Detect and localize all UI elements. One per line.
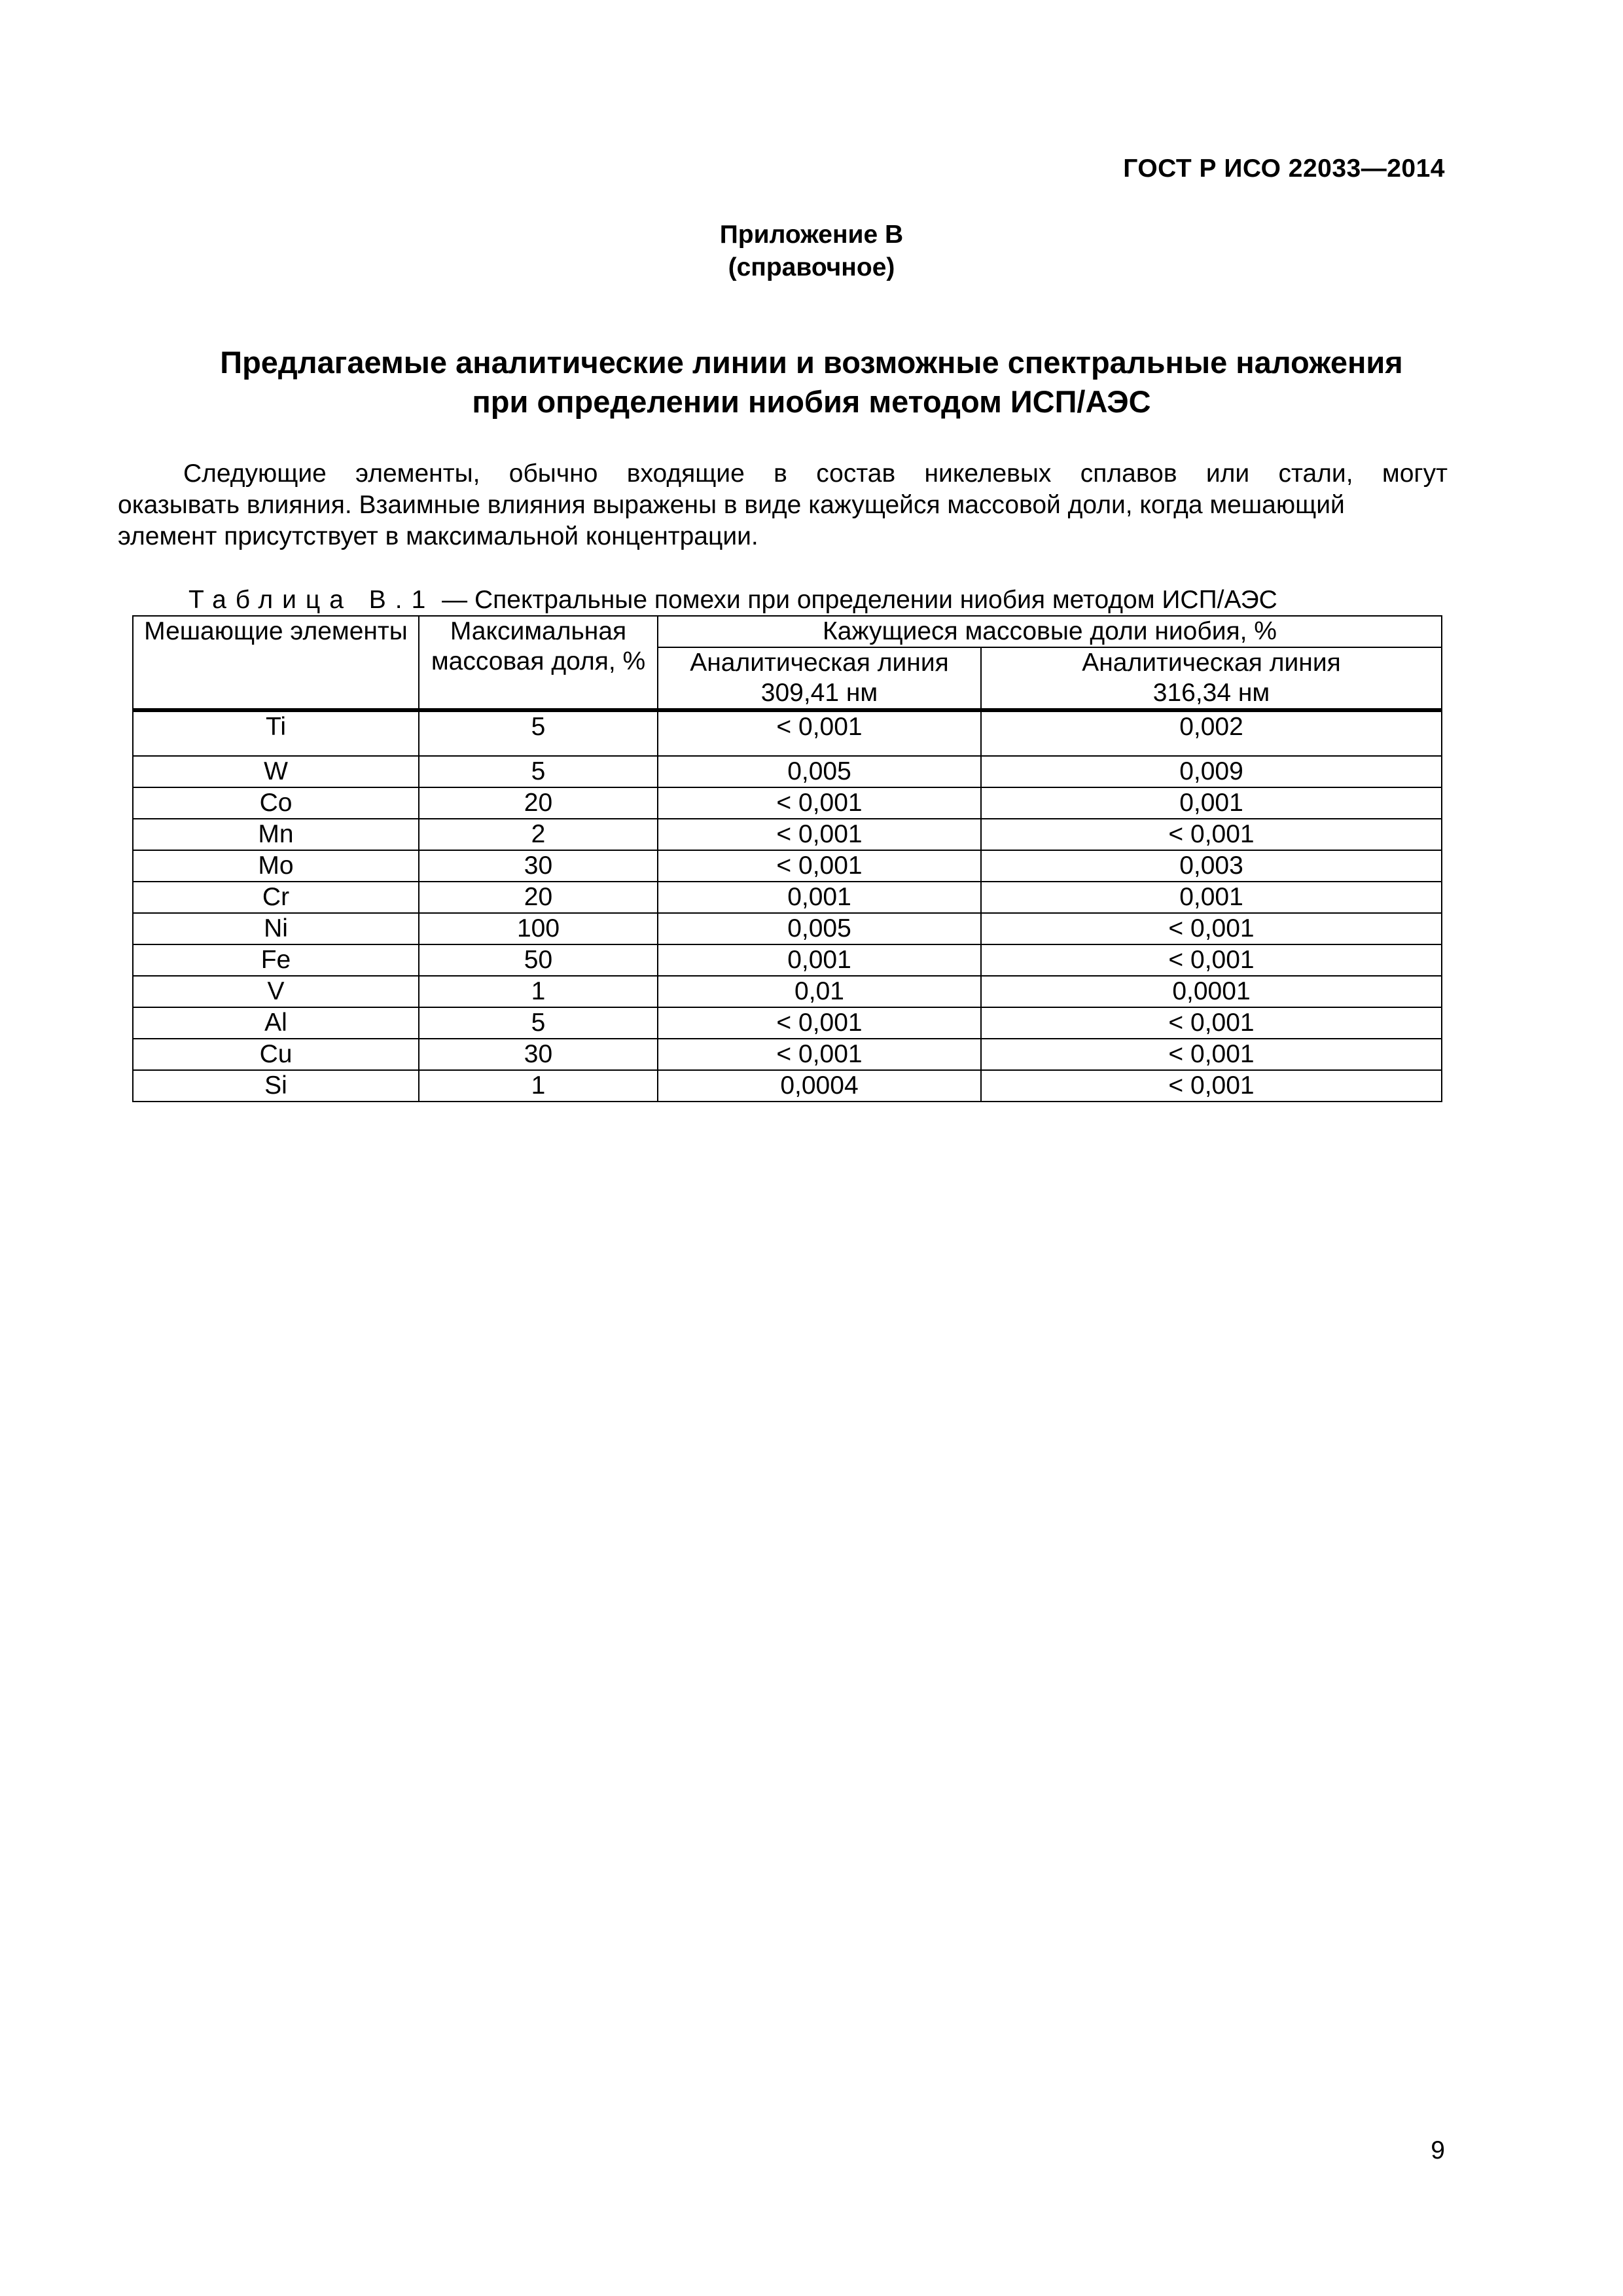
cell-l316: < 0,001: [981, 1039, 1442, 1070]
cell-max: 30: [419, 1039, 658, 1070]
cell-l309: 0,01: [658, 976, 981, 1007]
cell-l316: 0,002: [981, 710, 1442, 756]
table-row: [133, 944, 1442, 976]
header-interfering-elements-text: Мешающие элементы: [144, 617, 408, 645]
cell-max: 5: [419, 756, 658, 787]
table-row: [133, 819, 1442, 850]
cell-element: Cu: [133, 1039, 419, 1070]
table-row: [133, 913, 1442, 944]
interference-table: [132, 615, 1442, 1102]
header-interfering-elements: [133, 616, 419, 710]
table-caption-text: — Спектральные помехи при определении ниобия методом ИСП/АЭС: [442, 586, 1277, 614]
header-line-316: [981, 647, 1442, 710]
cell-max: 30: [419, 850, 658, 882]
header-apparent-fractions-text: Кажущиеся массовые доли ниобия, %: [823, 617, 1277, 645]
header-apparent-fractions: [658, 616, 1442, 647]
appendix-label: Приложение В: [719, 221, 904, 249]
intro-line-2: оказывать влияния. Взаимные влияния выражены в виде кажущейся массовой доли, когда мешающий: [118, 491, 1345, 519]
header-max-mass-fraction-text: Максимальная массовая доля, %: [431, 617, 646, 675]
table-row: [133, 850, 1442, 882]
cell-l309: 0,001: [658, 882, 981, 913]
intro-line-3: элемент присутствует в максимальной концентрации.: [118, 522, 758, 550]
cell-l316: 0,009: [981, 756, 1442, 787]
cell-l309: 0,005: [658, 756, 981, 787]
cell-l309: < 0,001: [658, 1007, 981, 1039]
cell-l309: < 0,001: [658, 819, 981, 850]
header-line-309-wavelength: 309,41 нм: [760, 679, 878, 707]
cell-max: 1: [419, 1070, 658, 1102]
cell-element: Co: [133, 787, 419, 819]
cell-l309: 0,001: [658, 944, 981, 976]
table-row: [133, 710, 1442, 756]
header-line-316-label: Аналитическая линия: [1082, 649, 1341, 677]
cell-element: Mo: [133, 850, 419, 882]
intro-line-1: Следующие элементы, обычно входящие в состав никелевых сплавов или стали, могут: [183, 459, 1448, 488]
cell-max: 100: [419, 913, 658, 944]
cell-element: Al: [133, 1007, 419, 1039]
cell-l316: 0,001: [981, 882, 1442, 913]
table-caption: [188, 585, 1277, 615]
cell-l309: < 0,001: [658, 710, 981, 756]
cell-element: Fe: [133, 944, 419, 976]
intro-paragraph: [118, 458, 1448, 552]
cell-l309: < 0,001: [658, 787, 981, 819]
table-row: [133, 1007, 1442, 1039]
cell-max: 20: [419, 787, 658, 819]
cell-l316: 0,001: [981, 787, 1442, 819]
cell-l316: < 0,001: [981, 1070, 1442, 1102]
page-title-line-2: при определении ниобия методом ИСП/АЭС: [472, 384, 1151, 419]
table-row: [133, 882, 1442, 913]
cell-max: 5: [419, 710, 658, 756]
cell-l309: < 0,001: [658, 850, 981, 882]
cell-l316: < 0,001: [981, 913, 1442, 944]
cell-element: Mn: [133, 819, 419, 850]
document-id: ГОСТ Р ИСО 22033—2014: [1123, 154, 1445, 183]
page-title: [0, 343, 1623, 422]
cell-l316: < 0,001: [981, 819, 1442, 850]
appendix-heading: [0, 219, 1623, 284]
cell-element: W: [133, 756, 419, 787]
cell-element: V: [133, 976, 419, 1007]
cell-max: 20: [419, 882, 658, 913]
cell-element: Ti: [133, 710, 419, 756]
header-line-309: [658, 647, 981, 710]
header-line-316-wavelength: 316,34 нм: [1152, 679, 1270, 707]
page-title-line-1: Предлагаемые аналитические линии и возможные спектральные наложения: [220, 345, 1403, 380]
table-row: [133, 787, 1442, 819]
cell-l316: < 0,001: [981, 1007, 1442, 1039]
cell-element: Si: [133, 1070, 419, 1102]
cell-max: 1: [419, 976, 658, 1007]
cell-l309: 0,005: [658, 913, 981, 944]
cell-l309: 0,0004: [658, 1070, 981, 1102]
header-line-309-label: Аналитическая линия: [690, 649, 949, 677]
cell-l316: < 0,001: [981, 944, 1442, 976]
cell-l309: < 0,001: [658, 1039, 981, 1070]
appendix-type: (справочное): [728, 253, 895, 281]
header-max-mass-fraction: [419, 616, 658, 710]
table-row: [133, 1039, 1442, 1070]
cell-l316: 0,0001: [981, 976, 1442, 1007]
page-number: 9: [1431, 2136, 1445, 2164]
cell-max: 50: [419, 944, 658, 976]
table-row: [133, 756, 1442, 787]
cell-max: 5: [419, 1007, 658, 1039]
cell-element: Ni: [133, 913, 419, 944]
cell-l316: 0,003: [981, 850, 1442, 882]
table-row: [133, 1070, 1442, 1102]
table-caption-label: Таблица В.1: [188, 586, 435, 614]
cell-element: Cr: [133, 882, 419, 913]
table-row: [133, 976, 1442, 1007]
cell-max: 2: [419, 819, 658, 850]
